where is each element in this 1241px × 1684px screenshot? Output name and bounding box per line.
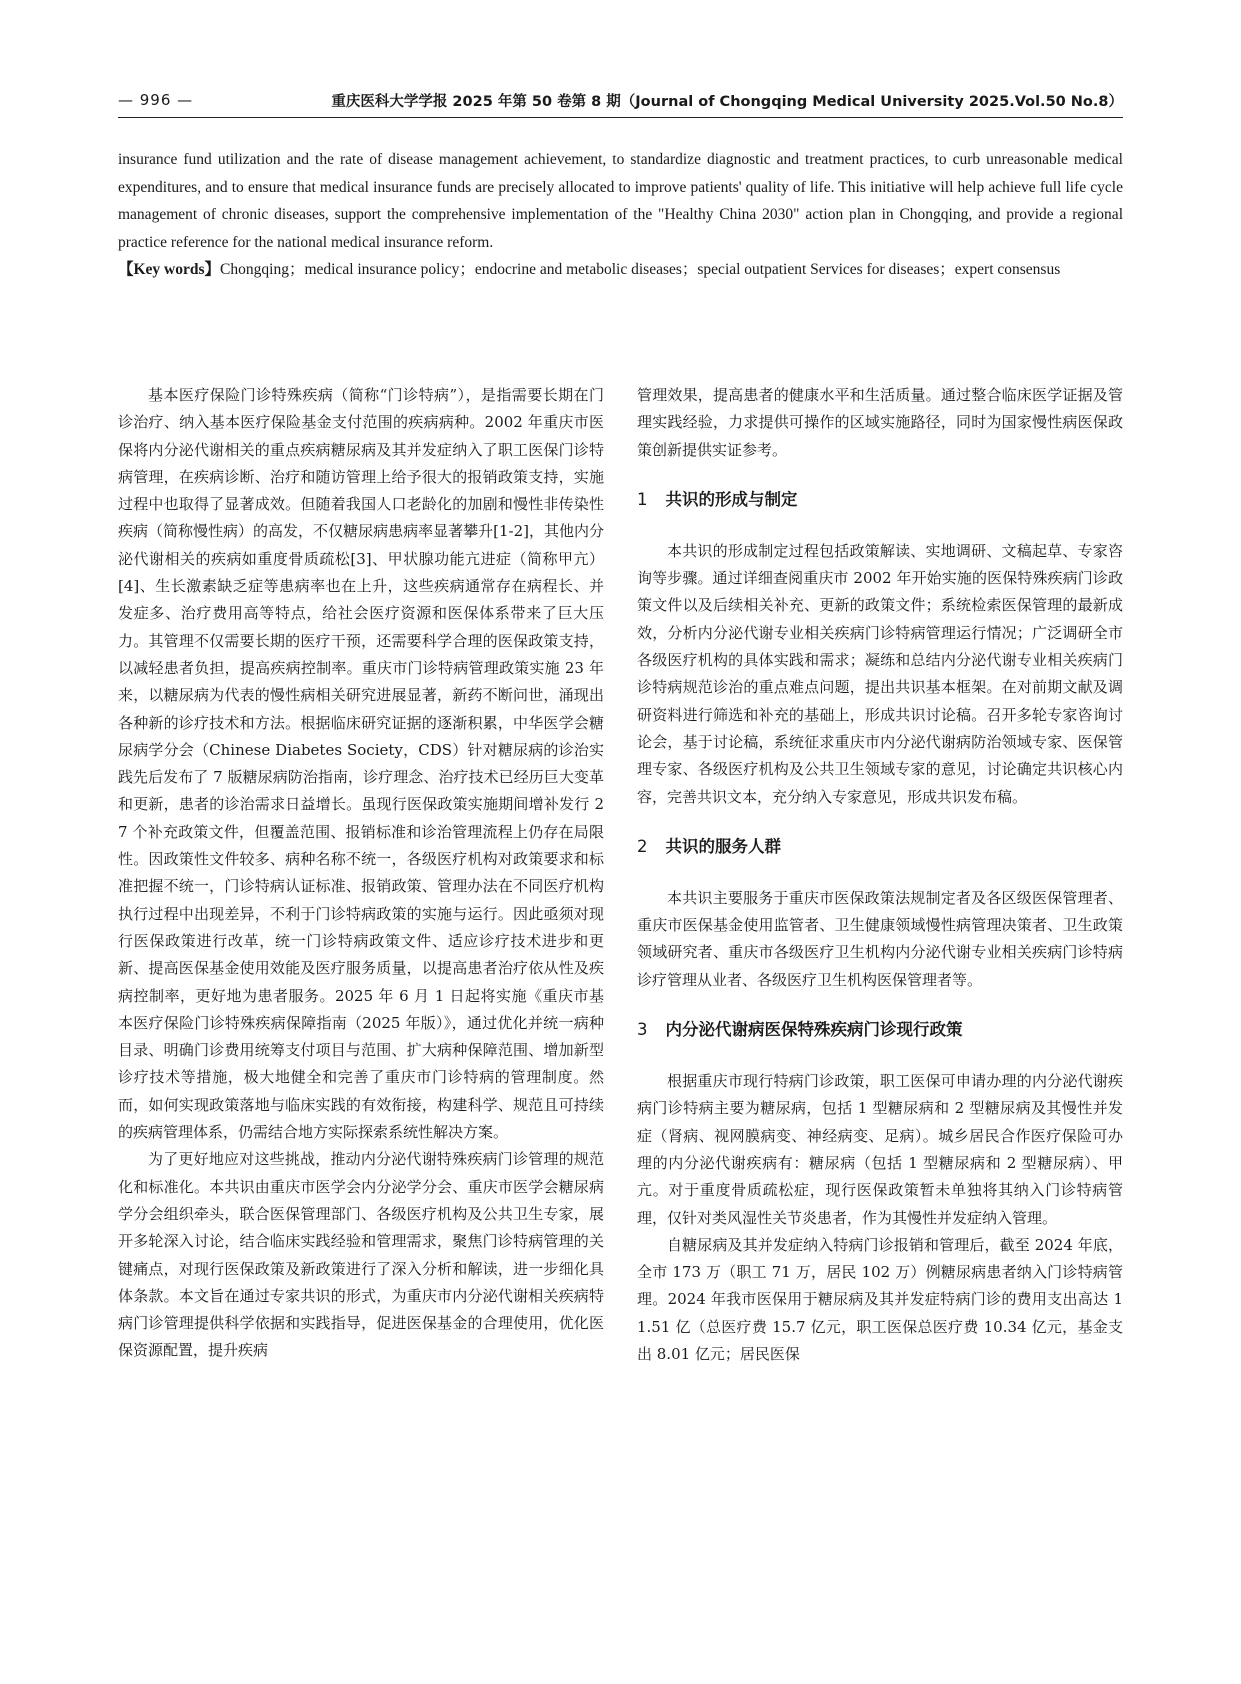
header-rule bbox=[118, 117, 1123, 118]
section-1-heading bbox=[637, 486, 1123, 514]
section-3-number: 3 bbox=[637, 1020, 648, 1040]
section-2-heading bbox=[637, 833, 1123, 861]
section-1-number: 1 bbox=[637, 489, 648, 509]
section-2-paragraph: 本共识主要服务于重庆市医保政策法规制定者及各区级医保管理者、重庆市医保基金使用监管者、卫生健康领域慢性病管理决策者、卫生政策领域研究者、重庆市各级医疗卫生机构内分泌代谢专业相关疾病门诊特病诊疗管理从业者、各级医疗卫生机构医保管理者等。 bbox=[637, 888, 1123, 989]
journal-title: 重庆医科大学学报 2025 年第 50 卷第 8 期（Journal of Chongqing Medical University 2025.Vol.50 No.8） bbox=[331, 93, 1123, 110]
intro-paragraph-2-continued: 管理效果，提高患者的健康水平和生活质量。通过整合临床医学证据及管理实践经验，力求提供可操作的区域实施路径，同时为国家慢性病医保政策创新提供实证参考。 bbox=[637, 386, 1123, 459]
section-2-title: 共识的服务人群 bbox=[665, 836, 781, 856]
left-column bbox=[118, 382, 604, 1365]
keywords-text: Chongqing；medical insurance policy；endocrine and metabolic diseases；special outpatient Services for diseases；expert consensus bbox=[220, 261, 1061, 278]
section-3-title: 内分泌代谢病医保特殊疾病门诊现行政策 bbox=[665, 1020, 963, 1040]
section-1-title: 共识的形成与制定 bbox=[665, 489, 798, 509]
intro-paragraph-1: 基本医疗保险门诊特殊疾病（简称“门诊特病”），是指需要长期在门诊治疗、纳入基本医疗保险基金支付范围的疾病病种。2002 年重庆市医保将内分泌代谢相关的重点疾病糖尿病及其并发症纳入了职工医保门诊特病管理，在疾病诊断、治疗和随访管理上给予很大的报销政策支持，实施过程中也取得了显著成效。但随着我国人口老龄化的加剧和慢性非传染性疾病（简称慢性病）的高发，不仅糖尿病患病率显著攀升[1-2]，其他内分泌代谢相关的疾病如重度骨质疏松[3]、甲状腺功能亢进症（简称甲亢）[4]、生长激素缺乏症等患病率也在上升，这些疾病通常存在病程长、并发症多、治疗费用高等特点，给社会医疗资源和医保体系带来了巨大压力。其管理不仅需要长期的医疗干预，还需要科学合理的医保政策支持，以减轻患者负担，提高疾病控制率。重庆市门诊特病管理政策实施 23 年来，以糖尿病为代表的慢性病相关研究进展显著，新药不断问世，涌现出各种新的诊疗技术和方法。根据临床研究证据的逐渐积累，中华医学会糖尿病学分会（Chinese Diabetes Society，CDS）针对糖尿病的诊治实践先后发布了 7 版糖尿病防治指南，诊疗理念、治疗技术已经历巨大变革和更新，患者的诊治需求日益增长。虽现行医保政策实施期间增补发行 27 个补充政策文件，但覆盖范围、报销标准和诊治管理流程上仍存在局限性。因政策性文件较多、病种名称不统一，各级医疗机构对政策要求和标准把握不统一，门诊特病认证标准、报销政策、管理办法在不同医疗机构执行过程中出现差异，不利于门诊特病政策的实施与运行。因此亟须对现行医保政策进行改革，统一门诊特病政策文件、适应诊疗技术进步和更新、提高医保基金使用效能及医疗服务质量，以提高患者治疗依从性及疾病控制率，更好地为患者服务。2025 年 6 月 1 日起将实施《重庆市基本医疗保险门诊特殊疾病保障指南（2025 年版）》，通过优化并统一病种目录、明确门诊费用统筹支付项目与范围、扩大病种保障范围、增加新型诊疗技术等措施，极大地健全和完善了重庆市门诊特病的管理制度。然而，如何实现政策落地与临床实践的有效衔接，构建科学、规范且可持续的疾病管理体系，仍需结合地方实际探索系统性解决方案。 bbox=[118, 386, 604, 1142]
keywords-line bbox=[118, 256, 1123, 284]
section-3-heading bbox=[637, 1016, 1123, 1044]
section-3-paragraph-1: 根据重庆市现行特病门诊政策，职工医保可申请办理的内分泌代谢疾病门诊特病主要为糖尿病，包括 1 型糖尿病和 2 型糖尿病及其慢性并发症（肾病、视网膜病变、神经病变、足病）。城乡居民合作医疗保险可办理的内分泌代谢疾病有：糖尿病（包括 1 型糖尿病和 2 型糖尿病）、甲亢。对于重度骨质疏松症，现行医保政策暂未单独将其纳入门诊特病管理，仅针对类风湿性关节炎患者，作为其慢性并发症纳入管理。 bbox=[637, 1072, 1123, 1227]
right-column bbox=[637, 382, 1123, 1368]
section-2-number: 2 bbox=[637, 836, 648, 856]
section-1-paragraph: 本共识的形成制定过程包括政策解读、实地调研、文稿起草、专家咨询等步骤。通过详细查阅重庆市 2002 年开始实施的医保特殊疾病门诊政策文件以及后续相关补充、更新的政策文件；系统检索医保管理的最新成效，分析内分泌代谢专业相关疾病门诊特病管理运行情况；广泛调研全市各级医疗机构的具体实践和需求；凝练和总结内分泌代谢专业相关疾病门诊特病规范诊治的重点难点问题，提出共识基本框架。在对前期文献及调研资料进行筛选和补充的基础上，形成共识讨论稿。召开多轮专家咨询讨论会，基于讨论稿，系统征求重庆市内分泌代谢病防治领域专家、医保管理专家、各级医疗机构及公共卫生领域专家的意见，讨论确定共识核心内容，完善共识文本，充分纳入专家意见，形成共识发布稿。 bbox=[637, 541, 1123, 806]
abstract-block bbox=[118, 146, 1123, 284]
intro-paragraph-2: 为了更好地应对这些挑战，推动内分泌代谢特殊疾病门诊管理的规范化和标准化。本共识由重庆市医学会内分泌学分会、重庆市医学会糖尿病学分会组织牵头，联合医保管理部门、各级医疗机构及公共卫生专家，展开多轮深入讨论，结合临床实践经验和管理需求，聚焦门诊特病管理的关键痛点，对现行医保政策及新政策进行了深入分析和解读，进一步细化具体条款。本文旨在通过专家共识的形式，为重庆市内分泌代谢相关疾病特病门诊管理提供科学依据和实践指导，促进医保基金的合理使用，优化医保资源配置，提升疾病 bbox=[118, 1150, 604, 1360]
section-3-paragraph-2: 自糖尿病及其并发症纳入特病门诊报销和管理后，截至 2024 年底，全市 173 万（职工 71 万，居民 102 万）例糖尿病患者纳入门诊特病管理。2024 年我市医保用于糖尿病及其并发症特病门诊的费用支出高达 11.51 亿（总医疗费 15.7 亿元，职工医保总医疗费 10.34 亿元，基金支出 8.01 亿元；居民医保 bbox=[637, 1235, 1123, 1364]
keywords-label: 【Key words】 bbox=[118, 261, 221, 278]
page-header bbox=[118, 86, 1123, 114]
page-number: — 996 — bbox=[118, 91, 194, 109]
abstract-text: insurance fund utilization and the rate of disease management achievement, to standardize diagnostic and treatment practices, to curb unreasonable medical expenditures, and to ensure that medical insurance funds are precisely allocated to improve patients' quality of life. This initiative will help achieve full life cycle management of chronic diseases, support the comprehensive implementation of the "Healthy China 2030" action plan in Chongqing, and provide a regional practice reference for the national medical insurance reform. bbox=[118, 151, 1123, 251]
